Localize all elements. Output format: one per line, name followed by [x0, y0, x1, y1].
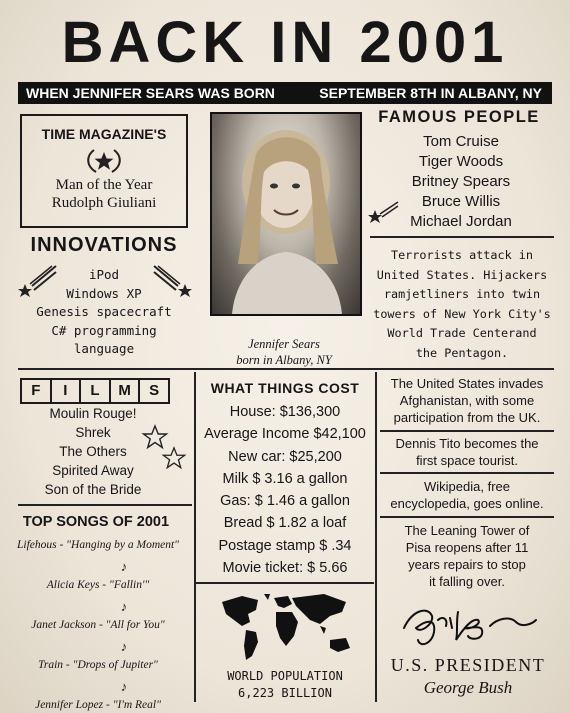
world-population: [196, 668, 374, 702]
news-line: United States. Hijackers: [376, 267, 548, 282]
column-divider: [375, 372, 377, 702]
music-note-icon: ♪: [120, 599, 128, 614]
famous-person: Tiger Woods: [418, 153, 504, 170]
films-title-strip: [20, 378, 170, 404]
song-item: Janet Jackson - "All for You": [31, 619, 165, 631]
news-line: first space tourist.: [416, 453, 518, 468]
song-item: Jennifer Lopez - "I'm Real": [35, 699, 161, 711]
section-divider: [18, 368, 554, 370]
innovations-list: [30, 266, 178, 359]
news-tito: [379, 435, 555, 469]
news-line: Dennis Tito becomes the: [395, 436, 539, 451]
music-note-icon: ♪: [120, 559, 128, 574]
film-item: Son of the Bride: [44, 482, 142, 497]
news-line: encyclopedia, goes online.: [390, 496, 544, 511]
cost-item: Gas: $ 1.46 a gallon: [220, 493, 350, 510]
time-line1: Man of the Year: [55, 177, 153, 193]
photo-caption-place: born in Albany, NY: [236, 353, 332, 367]
innovation-item: Genesis spacecraft: [36, 304, 172, 319]
banner-right: SEPTEMBER 8TH IN ALBANY, NY: [319, 85, 542, 101]
banner-bar: [18, 82, 552, 104]
song-item: Train - "Drops of Jupiter": [38, 659, 158, 671]
headline: BACK IN 2001: [61, 10, 509, 75]
innovation-item: language: [73, 341, 135, 356]
news-line: Afghanistan, with some: [399, 393, 535, 408]
news-line: Pisa reopens after 11: [405, 540, 529, 555]
laurel-star-icon: [22, 146, 186, 174]
film-item: The Others: [59, 444, 127, 459]
cost-item: New car: $25,200: [228, 448, 342, 465]
cost-item: Average Income $42,100: [204, 426, 366, 443]
news-line: ramjetliners into twin: [383, 287, 541, 301]
cost-item: Bread $ 1.82 a loaf: [223, 515, 347, 532]
news-line: The Leaning Tower of: [404, 523, 530, 538]
news-line: The United States invades: [390, 376, 544, 391]
shooting-star-icon: [366, 200, 400, 231]
divider: [380, 472, 554, 474]
films-letter: S: [149, 382, 160, 399]
divider: [370, 236, 554, 238]
time-magazine-box: [20, 114, 188, 228]
portrait-photo: [210, 112, 362, 316]
divider: [380, 516, 554, 518]
cost-item: House: $136,300: [229, 404, 341, 420]
terror-news: [368, 246, 556, 363]
film-item: Shrek: [75, 425, 111, 440]
music-note-icon: ♪: [120, 639, 128, 654]
divider: [18, 504, 192, 506]
films-letter: F: [22, 380, 52, 402]
news-line: Terrorists attack in: [390, 248, 534, 262]
photo-caption-name: Jennifer Sears: [248, 337, 320, 351]
news-wikipedia: [379, 478, 555, 512]
innovations-title: INNOVATIONS: [30, 234, 178, 256]
time-title: TIME MAGAZINE'S: [41, 126, 167, 142]
cost-item: Milk $ 3.16 a gallon: [222, 470, 348, 487]
news-line: World Trade Centerand: [387, 326, 537, 340]
famous-person: Tom Cruise: [423, 133, 499, 150]
divider: [196, 582, 374, 584]
music-note-icon: ♪: [120, 679, 128, 694]
film-item: Spirited Away: [52, 463, 134, 478]
news-line: Wikipedia, free: [424, 479, 510, 494]
news-line: the Pentagon.: [415, 345, 509, 360]
song-item: Alicia Keys - "Fallin'": [46, 579, 150, 591]
president-title: U.S. PRESIDENT: [390, 655, 546, 675]
films-letter: I: [52, 380, 82, 402]
innovation-item: C# programming: [51, 322, 157, 338]
world-map-icon: [212, 590, 360, 671]
news-line: participation from the UK.: [393, 410, 541, 425]
news-afghanistan: [379, 375, 555, 426]
divider: [380, 430, 554, 432]
cost-item: Postage stamp $ .34: [218, 537, 352, 554]
innovation-item: iPod: [88, 267, 120, 282]
news-line: years repairs to stop: [408, 557, 526, 572]
songs-list: [6, 538, 190, 712]
news-line: towers of New York City's: [373, 306, 551, 321]
banner-left: WHEN JENNIFER SEARS WAS BORN: [26, 85, 275, 101]
famous-person: Bruce Willis: [421, 193, 501, 210]
president-name: George Bush: [423, 678, 513, 697]
songs-title: TOP SONGS OF 2001: [22, 514, 170, 530]
world-population-label: WORLD POPULATION: [227, 669, 343, 683]
cost-item: Movie ticket: $ 5.66: [222, 560, 348, 577]
film-item: Moulin Rouge!: [49, 406, 137, 421]
innovation-item: Windows XP: [66, 285, 142, 301]
star-outline-icon: [160, 446, 188, 475]
famous-person: Michael Jordan: [410, 213, 512, 230]
song-item: Lifehous - "Hanging by a Moment": [16, 539, 180, 551]
films-letter: L: [81, 380, 111, 402]
news-pisa: [379, 522, 555, 590]
famous-people-title: FAMOUS PEOPLE: [378, 108, 540, 126]
photo-caption: [205, 336, 363, 368]
films-letter: M: [111, 380, 141, 402]
costs-title: WHAT THINGS COST: [210, 380, 360, 396]
news-line: it falling over.: [429, 574, 505, 589]
costs-list: [196, 401, 374, 579]
famous-person: Britney Spears: [411, 173, 511, 190]
signature-image: [398, 598, 538, 655]
world-population-value: 6,223 BILLION: [238, 686, 332, 700]
time-line2: Rudolph Giuliani: [51, 195, 157, 211]
